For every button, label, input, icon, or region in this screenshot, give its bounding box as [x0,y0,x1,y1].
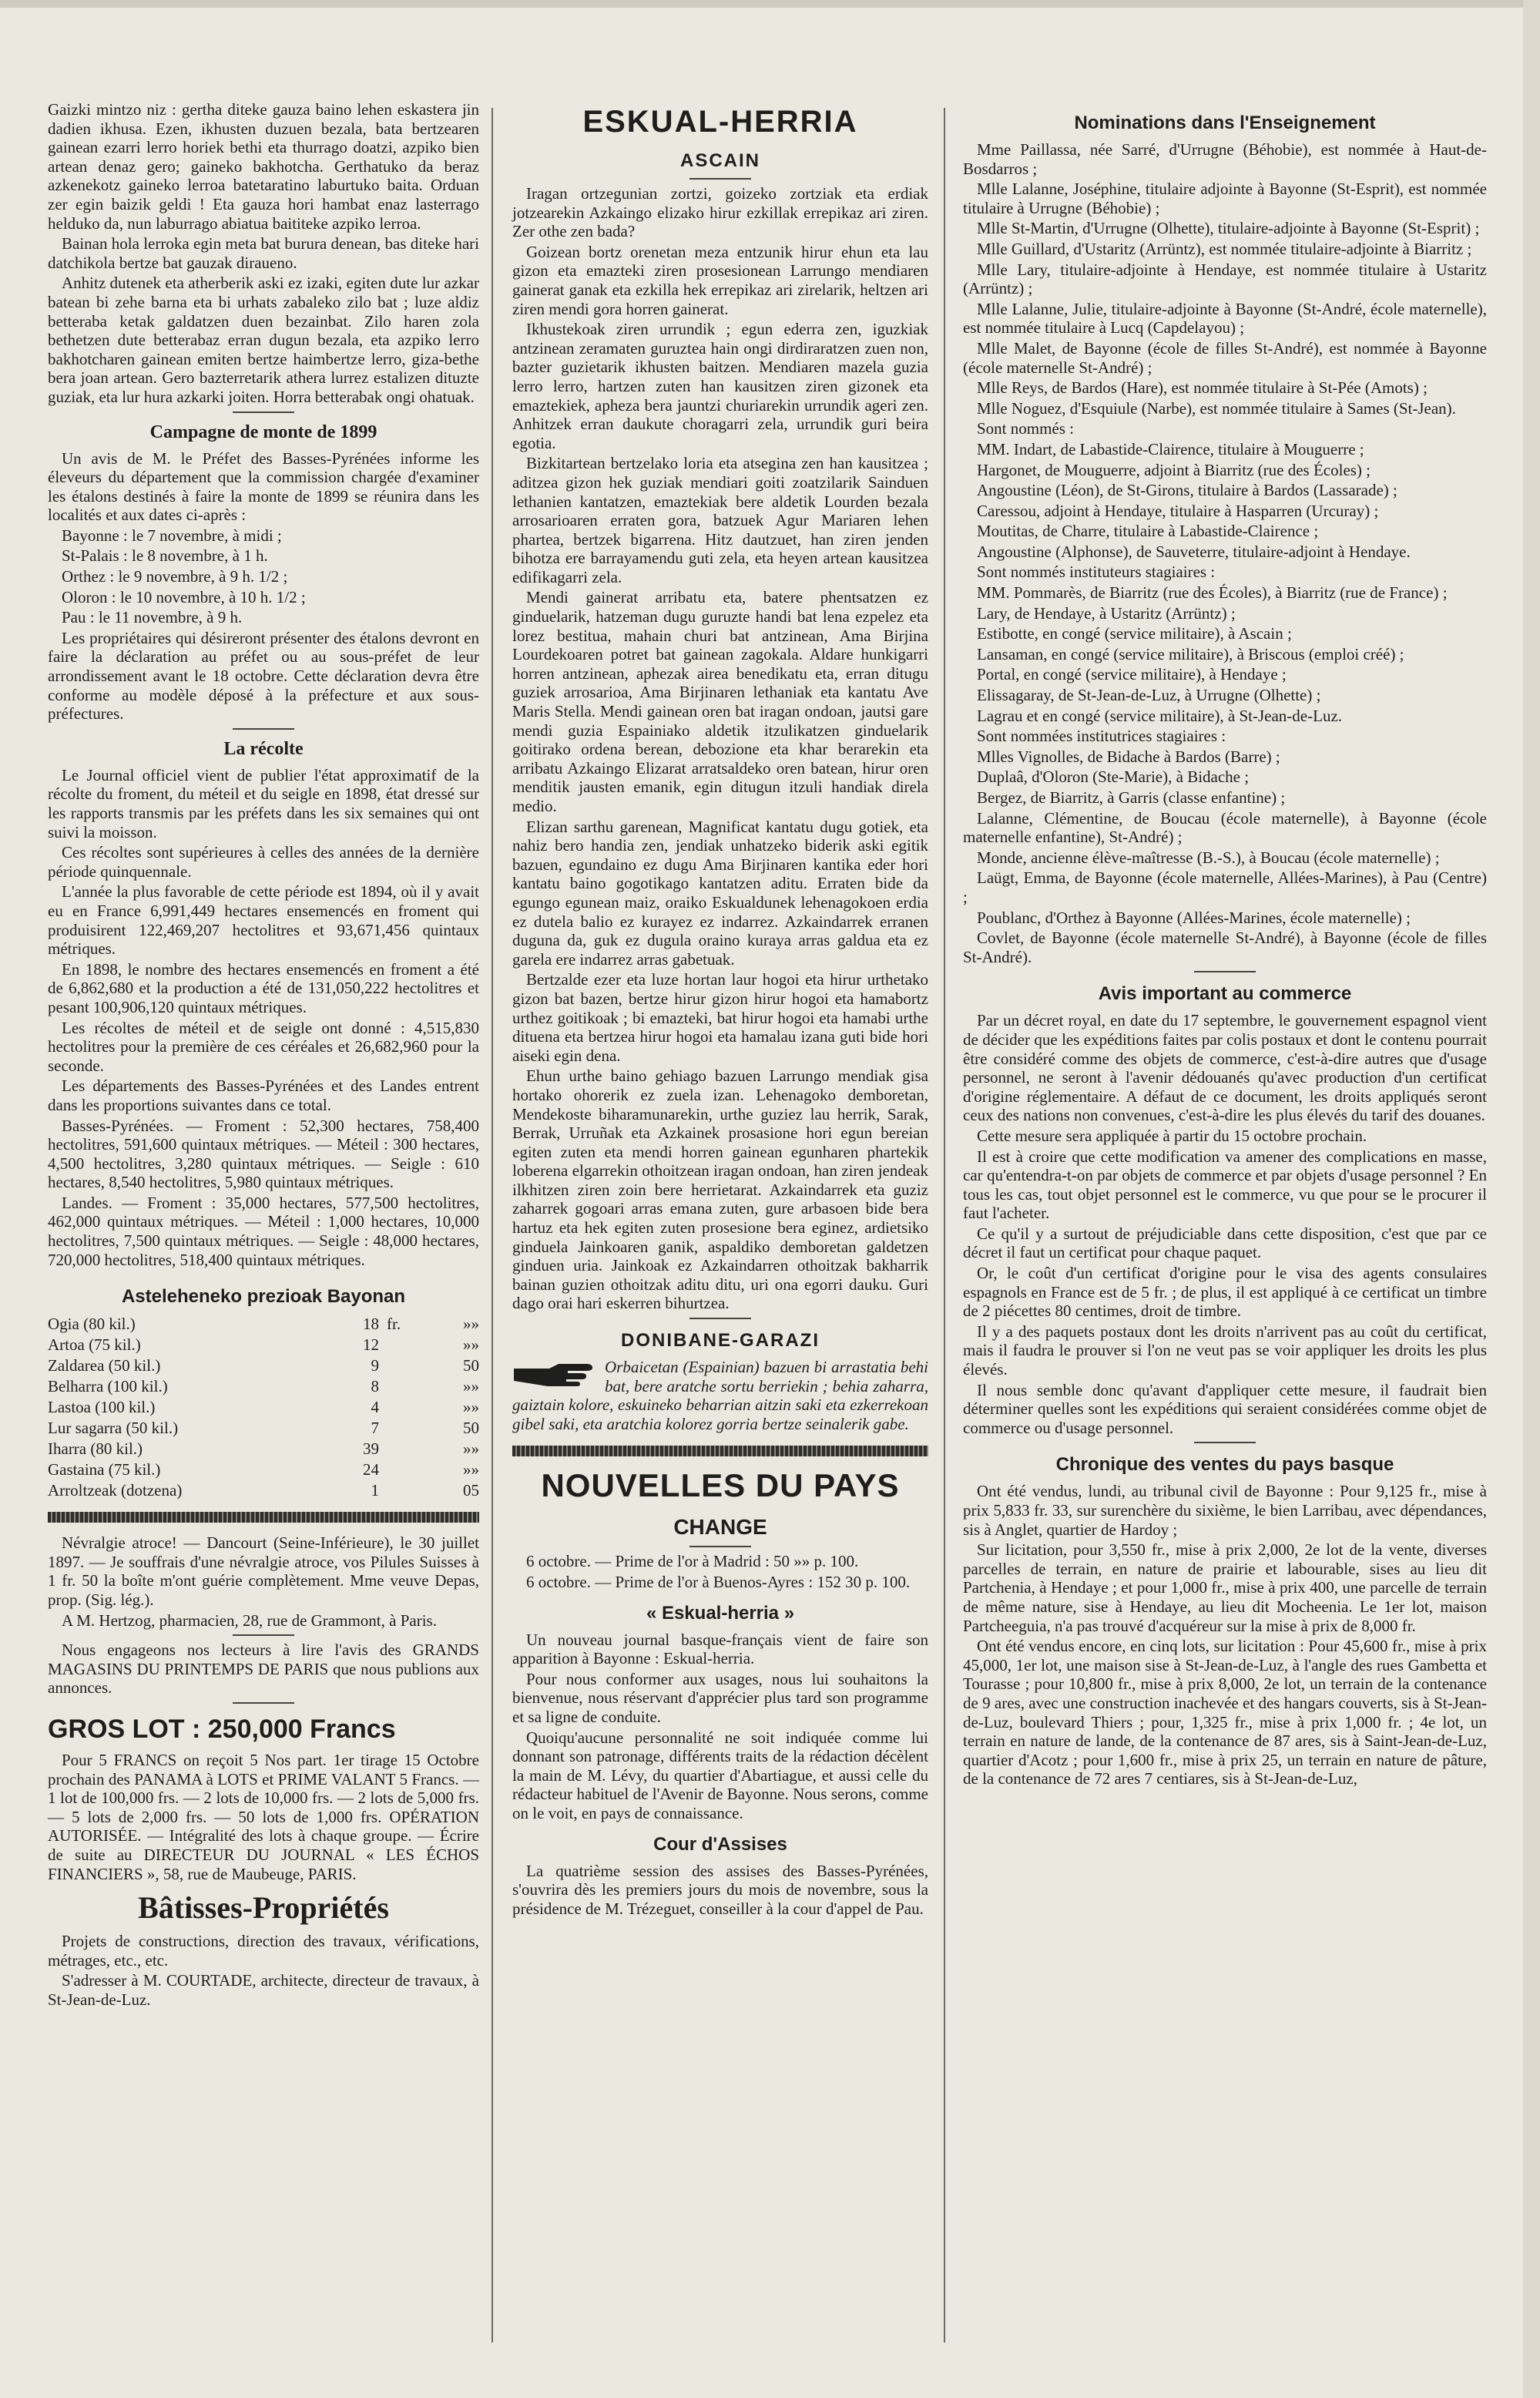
price-cell: Lur sagarra (50 kil.) [48,1419,179,1438]
price-cell: Artoa (75 kil.) [48,1335,141,1355]
price-cell: Lastoa (100 kil.) [48,1398,156,1417]
column-rule-left [492,108,493,2343]
price-cell: 4 [371,1398,379,1417]
text-block: Elizan sarthu garenean, Magnificat kantatu dugu gotiek, eta nahiz bero handia zen, jendiak unhatzeko biderik aski egitik bazuen, egundaino ez dugu Ama Birjinaren kantika eder hori kantatu baino gogotikago kantatzen aditu. Erraten bide da egungo egunean maiz, oraiko Eskualdunek lehenagokoen erdia ez dutela balio ez kurayez ez indarrez. Azkaindarrek erranen duguna da, guk ez dugula oraino kuraya arras galdua eta ez garela ere indarrez arras gabetuak. [512,817,928,969]
ad-nevralgie: Névralgie atroce! — Dancourt (Seine-Inférieure), le 30 juillet 1897. — Je souffrais d'une névralgie atroce, vos Pilules Suisses à 1 fr. 50 la boîte m'ont guérie complètement. Mme veuve Depas, prop. (Sig. lég.). [48,1533,479,1610]
price-cell: 9 [371,1356,379,1375]
text-block: Ces récoltes sont supérieures à celles des années de la dernière période quinquennale. [48,843,479,881]
text-block: Laügt, Emma, de Bayonne (école maternelle, Allées-Marines), à Pau (Centre) ; [963,868,1487,906]
price-row [48,1459,479,1480]
text-block: Mendi gainerat arribatu eta, batere phentsatzen ez ginduelarik, hatzeman dugu guruzte handi bat lena ezpelez eta lorez bestitua, mahain churi bat antzinean, Ama Birjina Lourdekoaren potret bat gainean zagokala. Aldare hunkigarri horren antzinean, aphezak airea benedikatu eta, erran ditugu guziek arrosarioa, Ama Birjinaren lethaniak eta kantatu Ave Maris Stella. Mendi gainean oren bat iragan ondoan, jautsi gare mendi guzia Espainiako aldetik itzulikatzen ginduelarik goitirako ordena berean, debozione eta khar berarekin eta arribatu Azkaingo Elizarat arratsaldeko oren batean, hirur oren menditik jausten emanik, egin ditugun itzuli handiak direla medio. [512,588,928,815]
schedule-line: Bayonne : le 7 novembre, à midi ; [62,526,282,545]
schedule-line: Orthez : le 9 novembre, à 9 h. 1/2 ; [62,567,288,586]
text-block: Mlles Vignolles, de Bidache à Bardos (Barre) ; [977,747,1280,766]
text-block: Ont été vendus encore, en cinq lots, sur licitation : Pour 45,600 fr., mise à prix 45,000, 1er lot, une maison sise à St-Jean-de-Luz, à l'angle des rues Gambetta et Tourasse ; pour 10,800 fr., mise à prix 8,000, 2e lot, un terrain de la contenance de 9 ares, avec une construction inachevée et des hangars couverts, sis à St-Jean-de-Luz, boulevard Thiers ; pour, 1,325 fr., mise à prix 1,000 fr. ; 4e lot, un terrain en nature de lande, de la contenance de 87 ares, sis à Saint-Jean-de-Luz, quartier d'Acotz ; pour 1,600 fr., mise à prix 25, un terrain en nature de pâture, de la contenance de 72 ares 7 centiares, sis à St-Jean-de-Luz, [963,1637,1487,1788]
price-row [48,1376,479,1397]
subhead-donibane: DONIBANE-GARAZI [621,1330,820,1352]
text-block: Mlle Lalanne, Julie, titulaire-adjointe à Bayonne (St-André, école maternelle), est nommée titulaire à Lucq (Capdelayou) ; [963,299,1487,338]
text-block: Or, le coût d'un certificat d'origine pour le visa des agents consulaires espagnols en France est de 5 fr. ; de plus, il est appliqué à ce certificat un timbre de 2 piécettes 80 centimes, droit de timbre. [963,1264,1487,1321]
divider [233,1702,294,1704]
price-cell [379,1480,433,1501]
ad-gros-lot: Pour 5 FRANCS on reçoit 5 Nos part. 1er tirage 15 Octobre prochain des PANAMA à LOTS et PRIME VALANT 5 Francs. — 1 lot de 100,000 frs. — 2 lots de 10,000 frs. — 2 lots de 5,000 frs. — 5 lots de 2,000 frs. — 50 lots de 1,000 frs. OPÉRATION AUTORISÉE. — Intégralité des lots à chaque groupe. — Écrire de suite au DIRECTEUR DU JOURNAL « LES ÉCHOS FINANCIERS », 58, rue de Maubeuge, PARIS. [48,1751,479,1883]
headline-campagne: Campagne de monte de 1899 [149,421,377,442]
text-block: Mlle Malet, de Bayonne (école de filles St-André), est nommée à Bayonne (école maternelle St-André) ; [963,338,1487,377]
text-block: Mlle Lary, titulaire-adjointe à Hendaye, est nommée titulaire à Ustaritz (Arrüntz) ; [963,260,1487,298]
price-cell: 50 [463,1419,479,1438]
price-cell: Zaldarea (50 kil.) [48,1356,161,1375]
price-cell: Ogia (80 kil.) [48,1315,136,1334]
page-edge [1523,0,1540,2398]
text-block: Orbaicetan (Espainian) bazuen bi arrastatia behi bat, bere aratche sortu berriekin ; behia zaharra, gaiztain kolore, eskuineko beharrian aitzin saki eta ezkerrekoan gibel saki, eta aratchia kolorez gorria bertze seinalerik gabe. [512,1358,928,1433]
headline-gros-lot: GROS LOT : 250,000 Francs [48,1715,396,1744]
text-block: Mlle Reys, de Bardos (Hare), est nommée titulaire à St-Pée (Amots) ; [977,378,1428,398]
headline-batisses: Bâtisses-Propriétés [138,1890,389,1926]
schedule-line: Pau : le 11 novembre, à 9 h. [62,608,243,627]
text-block: A M. Hertzog, pharmacien, 28, rue de Grammont, à Paris. [62,1610,437,1630]
price-table [48,1314,479,1501]
text-block: Lalanne, Clémentine, de Boucau (école maternelle), à Bayonne (école maternelle enfantine), St-André) ; [963,808,1487,847]
price-row [48,1439,479,1459]
text-block: Duplaâ, d'Oloron (Ste-Marie), à Bidache ; [977,767,1250,787]
column-rule-right [944,108,945,2343]
text-block: Sur licitation, pour 3,550 fr., mise à prix 2,000, 2e lot de la vente, diverses parcelles de terrain, en nature de prairie et labourable, sises au lieu dit Partchenia, à Hendaye ; et pour 1,000 fr., mise à prix 400, une parcelle de terrain de même nature, sise à Hendaye, au lieu dit Mocheenia. Le 1er lot, maison Partcheeguia, n'a pas trouvé d'acquéreur sur la mise à prix de 8,000 fr. [963,1540,1487,1635]
text-block: Covlet, de Bayonne (école maternelle St-André), à Bayonne (école de filles St-André). [963,929,1487,966]
column-middle [512,100,928,1919]
text-block: Mlle Lalanne, Joséphine, titulaire adjointe à Bayonne (St-Esprit), est nommée titulaire à Urrugne (Béhobie) ; [963,180,1487,217]
price-row [48,1335,479,1355]
subhead-cour-assises: Cour d'Assises [653,1833,787,1855]
column-right [963,100,1487,1790]
text-block: Estibotte, en congé (service militaire), à Ascain ; [977,624,1292,643]
text-block: Il nous semble donc qu'avant d'appliquer cette mesure, il faudrait bien déterminer quelles sont les expéditions qui seraient considérées comme objet de commerce ou d'usage personnel. [963,1380,1487,1437]
price-cell: 12 [363,1335,379,1355]
price-cell: Iharra (80 kil.) [48,1439,143,1459]
pointing-hand-icon [512,1361,597,1387]
text-block: MM. Indart, de Labastide-Clairence, titulaire à Mouguerre ; [977,439,1364,458]
text-block: Caressou, adjoint à Hendaye, titulaire à Hasparren (Urcuray) ; [977,501,1379,520]
price-row [48,1397,479,1418]
price-cell [379,1418,433,1439]
divider [689,178,751,180]
price-cell [379,1439,433,1459]
price-cell: 24 [363,1460,379,1479]
text-block: Lansaman, en congé (service militaire), à Briscous (emploi créé) ; [977,644,1404,663]
price-cell [379,1397,433,1418]
text-block: 6 octobre. — Prime de l'or à Madrid : 50 »» p. 100. [526,1552,859,1571]
text-block: Ont été vendus, lundi, au tribunal civil de Bayonne : Pour 9,125 fr., mise à prix 5,833 fr. 33, sur surenchère du sixième, le bien Larribau, avec dépendances, sis à Anglet, quartier de Hardoy ; [963,1482,1487,1539]
text-block: Hargonet, de Mouguerre, adjoint à Biarritz (rue des Écoles) ; [977,460,1371,479]
text-block: MM. Pommarès, de Biarritz (rue des Écoles), à Biarritz (rue de France) ; [977,583,1448,603]
subhead-ascain: ASCAIN [679,150,760,171]
text-block: Iragan ortzeguniаn zortzi, goizeko zortziak eta erdiak jotzearekin Azkaingo elizako hirur ezkillak errepikaz ari ziren. Zer othe zen bada? [512,184,928,241]
text-block: Sont nommés instituteurs stagiaires : [977,563,1216,582]
price-row [48,1418,479,1439]
text-block: Pour nous conformer aux usages, nous lui souhaitons la bienvenue, nous réservant d'apprécier plus tard son programme et sa ligne de conduite. [512,1669,928,1726]
text-block: L'année la plus favorable de cette période est 1894, où il y avait eu en France 6,991,449 hectares ensemencés en froment qui produisirent 122,469,207 hectolitres et 93,671,456 quintaux métriques. [48,882,479,959]
text-block: Sont nommés : [977,419,1075,438]
divider [689,1318,751,1319]
price-cell [379,1355,433,1376]
price-cell: 39 [363,1439,379,1459]
text-block: Bergez, de Biarritz, à Garris (classe enfantine) ; [977,788,1286,807]
price-cell: 8 [371,1377,379,1396]
price-cell [379,1335,433,1355]
text-block: Un avis de M. le Préfet des Basses-Pyrénées informe les éleveurs du département que la commission chargée d'examiner les étalons destinés à faire la monte de 1899 se réunira dans les localités et aux dates ci-après : [48,448,479,525]
divider [233,728,294,730]
text-block: La quatrième session des assises des Basses-Pyrénées, s'ouvrira dès les premiers jours du mois de novembre, sous la présidence de M. Trézeguet, conseiller à la cour d'appel de Pau. [512,1861,928,1918]
schedule-line: Oloron : le 10 novembre, à 10 h. 1/2 ; [62,587,306,606]
price-cell: Belharra (100 kil.) [48,1377,168,1396]
headline-recolte: La récolte [223,738,304,759]
text-block: Angoustine (Alphonse), de Sauveterre, titulaire-adjoint à Hendaye. [977,542,1411,561]
headline-prices: Astelehеneko prezioak Bayonan [121,1286,406,1308]
price-cell: 18 [363,1315,379,1334]
text-block: Quoiqu'aucune personnalité ne soit indiquée comme lui donnant son patronage, différents traits de la rédaction décèlent la main de M. Lévy, du quartier d'Abartiague, et aussi celle du rédacteur habituel de l'Avenir de Bayonne. Nous serons, comme on le voit, en pays de connaissance. [512,1728,928,1822]
price-cell: »» [463,1398,479,1417]
schedule-line: St-Palais : le 8 novembre, à 1 h. [62,546,268,566]
price-cell: »» [463,1315,479,1334]
text-block: Ehun urthe baino gehiago bazuen Larrungo mendiak gisa hortako ohorerik ez zuela izan. Lehenagoko demboretan, Mendekoste biharamunarekin, urthe guziez lau herrik, Sarak, Berrak, Urruñak eta Azkainek prosasione hori egun bereian egiten zuten eta mendi horren gainean egunharen phartekik loberena elgarrekin othoitzean iragan ondoan, han ziren jendeak ilkhitzen ziren zoin bere herrietarat. Azkaindarrek eta guziz zaharrek gogoari arras emana zuten, gure arbasoen bide bera hartuz eta hek egiten zuten prosesione bera eginez, ardietsiko ginduela Jainkoaren ganik, aspaldiko demboretan galdetzen ginduen uria. Jainkoak ez Azkaindarren othoitzak bakharrik bainan guzien othoitzak aditu ditu, uri ona egorri dauku. Guri dago orai hari eskerren bihurtzea. [512,1066,928,1313]
price-cell: »» [463,1377,479,1396]
text-block: Mme Paillassa, née Sarré, d'Urrugne (Béhobie), est nommée à Haut-de-Bosdarros ; [963,140,1487,178]
text-block: Les propriétaires qui désireront présenter des étalons devront en faire la déclaration au préfet ou au sous-préfet de leur arrondissement avant le 18 octobre. Cette déclaration devra être conforme au modèle déposé à la préfecture et aux sous-préfectures. [48,628,479,724]
price-cell: 50 [463,1356,479,1375]
text-block: Ikhustekoak ziren urrundik ; egun ederra zen, iguzkiak antzinean zeramaten guruztea hain ongi dirdiraratzen zuen non, bazter guzietarik ikhusten baitzen. Mendiaren mazela guzia lerro lerro, hartzen zuten han kausitzen ziren gizonek eta emaztekiek, apheza bera jauntzi churiarekin urrundik ageri zen. Anhitzek erran daukute choragarri zela, urrundik guri beira egotia. [512,320,928,452]
price-row [48,1314,479,1335]
text-block: Elissagaray, de St-Jean-de-Luz, à Urrugne (Olhette) ; [977,686,1321,705]
divider [1194,1442,1256,1443]
text-block: Il y a des paquets postaux dont les droits n'arrivent pas au coût du certificat, mais il faudra le prouver si l'on ne veut pas se voir appliquer les droits les plus élevés. [963,1322,1487,1379]
notice-block [512,1358,928,1433]
text-block: Mlle St-Martin, d'Urrugne (Olhette), titulaire-adjointe à Bayonne (St-Esprit) ; [977,219,1480,238]
price-cell: Arroltzeak (dotzena) [48,1481,183,1500]
text-block: Un nouveau journal basque-français vient de faire son apparition à Bayonne : Eskual-herria. [512,1630,928,1668]
text-block: Il est à croire que cette modification va amener des complications en masse, car qu'entendra-t-on par objets de commerce et par objets d'usage personnel ? En tous les cas, tout objet personnel est le commerce, vu que pour se le procurer il faut l'acheter. [963,1147,1487,1223]
text-block: Monde, ancienne élève-maîtresse (B.-S.), à Boucau (école maternelle) ; [977,848,1440,867]
price-cell: 1 [371,1481,379,1500]
text-block: Bertzalde ezer eta luze hortan laur hogoi eta hirur urthetako gizon bat bazen, bertze hirur gizon hirur hogoi eta hamabortz urthez goitikoak ; bi emazteki, bat hirur hogoi eta hamabi urthe dituena eta bertzea hirur hogoi eta hamalau izana guti bide hori aiseki egin dena. [512,970,928,1065]
price-cell [379,1459,433,1480]
divider [1194,971,1256,972]
text-block: Mlle Guillard, d'Ustaritz (Arrüntz), est nommée titulaire-adjointe à Biarritz ; [977,239,1472,258]
text-block: Portal, en congé (service militaire), à Hendaye ; [977,665,1287,684]
price-cell: fr. [387,1315,401,1334]
text-block: Poublanc, d'Orthez à Bayonne (Allées-Marines, école maternelle) ; [977,908,1411,927]
subhead-change: CHANGE [673,1515,767,1540]
headline-nominations: Nominations dans l'Enseignement [1074,113,1376,133]
text-block: Les départements des Basses-Pyrénées et des Landes entrent dans les proportions suivantes dans ce total. [48,1076,479,1114]
column-left [48,100,479,2011]
text-block: Projets de constructions, direction des travaux, vérifications, métrages, etc., etc. [48,1932,479,1970]
price-row [48,1355,479,1376]
text-block: Lary, de Hendaye, à Ustaritz (Arrüntz) ; [977,603,1236,623]
divider [689,1546,751,1547]
text-block: Landes. — Froment : 35,000 hectares, 577,500 hectolitres, 462,000 quintaux métriques. — Méteil : 1,000 hectares, 10,000 hectolitres, 7,500 quintaux métriques. — Seigle : 48,000 hectares, 720,000 hectolitres, 518,400 quintaux métriques. [48,1193,479,1269]
text-block: Angoustine (Léon), de St-Girons, titulaire à Bardos (Lassarade) ; [977,481,1397,500]
subhead-eskual-herria: « Eskual-herria » [646,1602,795,1624]
divider [233,1634,294,1636]
ornamental-bar [512,1446,928,1456]
text-block: Bizkitartean bertzelako loria eta atsegina zen han kausitzea ; aditzea gizon hek guziak mendiari goiti zoatzilarik Sainduen lethanien kantatzen, emaztekiak bere aldetik Lourden bezala arrosarioaren erraten gora, batzuek Agur Mariaren lehen phartea, bertzek bigarrena. Hitz dautzuet, han ziren jenden bihotza ere barrayamendu guti zela, eta heyen artean kausitzea edifikagarri zela. [512,454,928,586]
price-cell: »» [463,1439,479,1459]
text-block: En 1898, le nombre des hectares ensemencés en froment a été de 6,862,680 et la production a été de 131,050,222 hectolitres et pesant 100,906,120 quintaux métriques. [48,959,479,1016]
text-block: Goizean bortz orenetan meza entzunik hirur ehun eta lau gizon eta emazteki ziren prosesionean Larrungo mendiaren gainerat ganak eta ezkilla hek errepikaz ari zirelarik, heltzen ari ziren mendi gora horren gainerat. [512,242,928,318]
ornamental-bar [48,1512,479,1523]
divider [233,411,294,413]
headline-eskual-herria: ESKUAL-HERRIA [582,105,858,139]
price-row [48,1480,479,1501]
text-block: Les récoltes de méteil et de seigle ont donné : 4,515,830 hectolitres pour la première de ces céréales et 26,682,960 pour la seconde. [48,1018,479,1075]
price-cell: 7 [371,1419,379,1438]
headline-nouvelles: NOUVELLES DU PAYS [541,1467,900,1504]
text-block: S'adresser à M. COURTADE, architecte, directeur de travaux, à St-Jean-de-Luz. [48,1971,479,2009]
headline-avis-commerce: Avis important au commerce [1098,983,1352,1005]
page-fold [0,0,1540,8]
text-block: Sont nommées institutrices stagiaires : [977,727,1226,746]
text-block: Mlle Noguez, d'Esquiule (Narbe), est nommée titulaire à Sames (St-Jean). [977,398,1456,418]
text-block: Cette mesure sera appliquée à partir du 15 octobre prochain. [977,1126,1367,1145]
text-block: 6 octobre. — Prime de l'or à Buenos-Ayres : 152 30 p. 100. [526,1573,911,1591]
text-block: Anhitz dutenek eta atherberik aski ez izaki, egiten dute lur azkar batean bi zehe barna eta bi urhats zabaleko zilo bat ; luze aldiz betteraba ketak galdatzen duen bezainbat. Zilo haren zola bethetzen dute betterabaz erran dugun bezala, eta azpiko lerro bakhotcharen gainean emiten bertze haimbertze lerro, giza-bethe bera joan artean. Gero bazterretarik athera lurrez estalizen dituzte guziak, eta lur hura azkarki joiten. Horra betterabak ongi ohatuak. [48,274,479,406]
price-cell [379,1376,433,1397]
price-cell: Gastaina (75 kil.) [48,1460,161,1479]
text-block: Le Journal officiel vient de publier l'état approximatif de la récolte du froment, du méteil et du seigle en 1898, état dressé sur les rapports transmis par les préfets dans les six semaines qui ont suivi la moisson. [48,765,479,841]
price-cell: »» [463,1335,479,1355]
headline-chronique: Chronique des ventes du pays basque [1055,1454,1394,1476]
text-block: Moutitas, de Charre, titulaire à Labastide-Clairence ; [977,522,1319,541]
text-block: Bainan hola lerroka egin meta bat bururа denean, bas diteke hari datchikola bertze bat gauzak diraueno. [48,234,479,272]
price-cell: 05 [463,1481,479,1500]
text-block: Basses-Pyrénées. — Froment : 52,300 hectares, 758,400 hectolitres, 591,600 quintaux métriques. — Méteil : 300 hectares, 4,500 hectolitres, 3,280 quintaux métriques. — Seigle : 610 hectares, 8,540 hectolitres, 5,980 quintaux métriques. [48,1116,479,1192]
text-block: Gaizki mintzo niz : gertha diteke gauza baino lehen eskastera jin dadien ikhusa. Ezen, ikhusten duzuen bezala, bata bertzearen gainean ezarri lerro horiek bethi eta thurrago doatzi, azpiko bien artean denaz gero; gaineko bakhotcha. Gerthatuko da beraz azkenekotz gaineko lerroa batetaratino laburtuko baita. Orduan zer egin baizik geldi ! Eta gauza hori hambat enaz lasterrago helduko da, nun laburrago abiatua baititeke azpiko lerroa. [48,100,479,233]
price-cell: »» [463,1460,479,1479]
text-block: Lagrau et en congé (service militaire), à St-Jean-de-Luz. [977,706,1343,725]
text-block: Ce qu'il y a surtout de préjudiciable dans cette disposition, c'est que par ce décret il faut un certificat pour chaque paquet. [963,1224,1487,1262]
text-block: Par un décret royal, en date du 17 septembre, le gouvernement espagnol vient de décider que les expéditions faites par colis postaux et dont le contenu pourrait être considéré comme des objets de commerce, c'est-à-dire autres que d'usage personnel, ne seront à l'avenir dédouanés qu'avec production d'un certificat d'origine réglementaire. A défaut de ce document, les droits appliqués seront ceux des nations non convenues, c'est-à-dire les plus élevés du tarif des douanes. [963,1011,1487,1125]
notice-printemps: Nous engageons nos lecteurs à lire l'avis des GRANDS MAGASINS DU PRINTEMPS DE PARIS que nous publions aux annonces. [48,1641,479,1698]
